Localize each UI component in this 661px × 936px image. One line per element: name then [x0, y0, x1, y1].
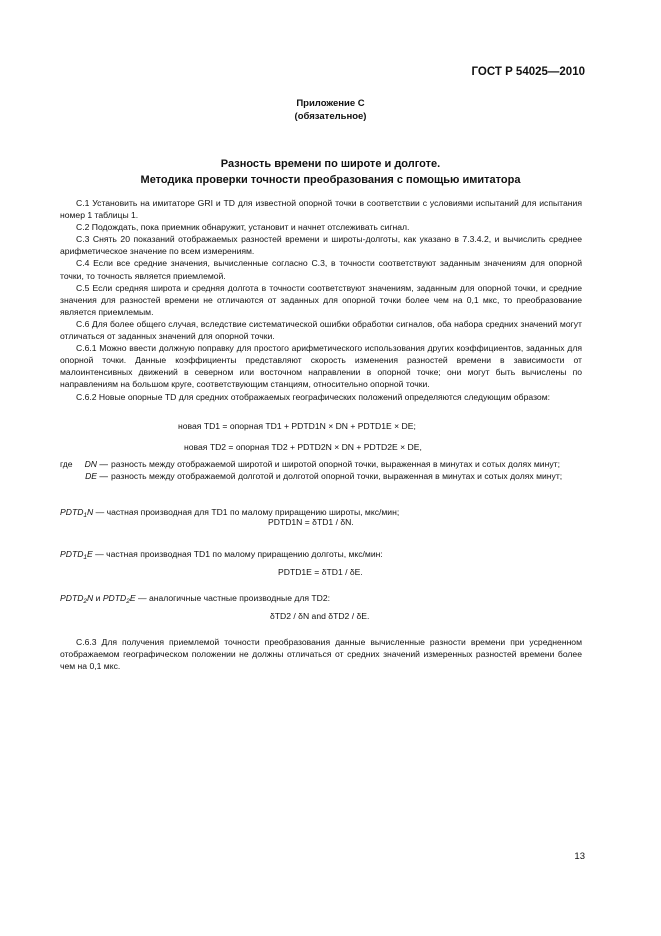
closing-text [60, 636, 582, 672]
paragraph-c2: С.2 Подождать, пока приемник обнаружит, установит и начнет отслеживать сигнал. [76, 222, 410, 233]
pdtd1e-definition: $PDTD_1E$ — частная производная TD1 по малому приращению долготы, мкс/мин: [60, 549, 383, 561]
where-label: где [60, 459, 73, 469]
de-text: разность между отображаемой долготой и долготой опорной точки, выраженная в минутах и сотых долях минут; [111, 471, 563, 482]
pdtd1n-intro: частная производная для TD1 по малому приращению широты, мкс/мин; [106, 507, 400, 517]
formula-td1: новая TD1 = опорная TD1 + PDTD1N × DN + PDTD1E × DE; [178, 421, 416, 431]
definitions-list [60, 458, 582, 482]
appendix-heading [0, 97, 661, 123]
de-term: DE — [85, 471, 108, 482]
pdtd1n-definition: $PDTD_1N$ — частная производная для TD1 по малому приращению широты, мкс/мин; [60, 507, 400, 519]
definition-dn [60, 458, 582, 470]
appendix-name: Приложение С [296, 98, 365, 109]
paragraph-c6-2: С.6.2 Новые опорные TD для средних отображаемых географических положений определяются следующим образом: [76, 391, 550, 402]
formula-td2: новая TD2 = опорная TD2 + PDTD2N × DN + PDTD2E × DE, [184, 442, 422, 452]
pdtd1e-intro: частная производная TD1 по малому приращению долготы, мкс/мин: [106, 549, 383, 559]
section-title [0, 156, 661, 188]
pdtd1e-equation: PDTD1E = δTD1 / δE. [278, 567, 363, 577]
paragraph-c6-1: С.6.1 Можно ввести должную поправку для простого арифметического использования других коэффициентов, заданных для опорной точки. Данные коэффициенты представляют скорость изменения разностей времени в зависимости от малоинтенсивных движений в северном или восточном направлении в опорной точке; они могут быть вычислены по направлениям на большом круге, соответствующим станциям, относительно опорной точки. [60, 343, 582, 390]
dn-text: разность между отображаемой широтой и широтой опорной точки, выраженная в минутах и сотых долях минут; [111, 459, 560, 469]
title-line-2: Методика проверки точности преобразования с помощью имитатора [140, 174, 521, 186]
paragraph-c1: С.1 Установить на имитаторе GRI и TD для известной опорной точки в соответствии с условиями испытаний для испытания номер 1 таблицы 1. [60, 198, 582, 221]
paragraph-c3: С.3 Снять 20 показаний отображаемых разностей времени и широты-долготы, как указано в 7.3.4.2, и вычислить среднее арифметическое значение по всем измерениям. [60, 234, 582, 257]
body-text [60, 197, 582, 403]
paragraph-c6: С.6 Для более общего случая, вследствие систематической ошибки обработки сигналов, оба набора средних значений могут отличаться от заданных значений для опорной точки. [60, 318, 582, 342]
appendix-status: (обязательное) [294, 111, 367, 122]
paragraph-c6-3: С.6.3 Для получения приемлемой точности преобразования данные вычисленные разности времени при усредненном отображаемом географическом положении не должны отличаться от средних значений измеренных разностей времени более чем на 0,1 мкс. [60, 637, 582, 672]
pdtd2-intro: аналогичные частные производные для TD2: [148, 593, 331, 603]
paragraph-c5: С.5 Если средняя широта и средняя долгота в точности соответствуют значениям, заданным для опорной точки, и средние значения для разностей времени не отличаются от заданных для опорной точки более чем на 0,1 мкс, то преобразование является приемлемым. [60, 282, 582, 317]
page-number: 13 [574, 851, 585, 862]
paragraph-c4: С.4 Если все средние значения, вычисленные согласно С.3, в точности соответствуют заданным значениям для опорной точки, то точность является приемлемой. [60, 258, 582, 281]
pdtd2-definition: $PDTD_2N$ и $PDTD_2E$ — аналогичные частные производные для TD2: [60, 593, 331, 605]
pdtd2-equation: δTD2 / δN and δTD2 / δE. [270, 611, 370, 621]
definition-de [60, 470, 582, 482]
dn-term: DN — [84, 459, 108, 469]
pdtd1n-equation: PDTD1N = δTD1 / δN. [268, 517, 354, 527]
title-line-1: Разность времени по широте и долготе. [220, 158, 441, 170]
document-id: ГОСТ Р 54025—2010 [471, 66, 585, 78]
